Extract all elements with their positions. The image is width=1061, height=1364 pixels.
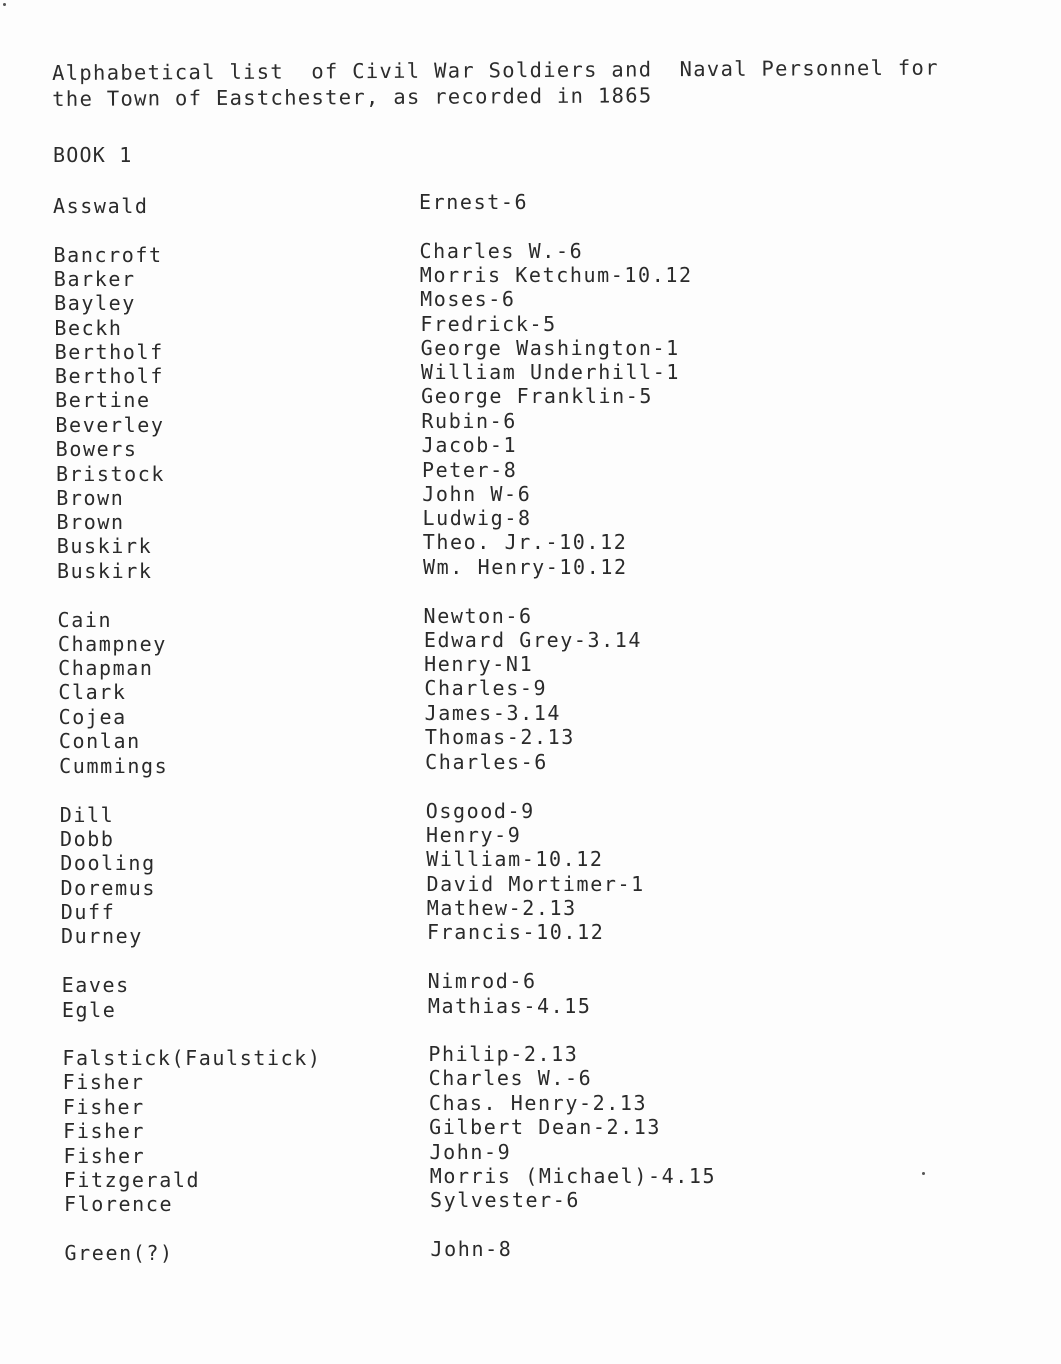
entry-surname: Duff [60, 900, 116, 924]
entry-given-name: Jacob-1 [421, 433, 518, 457]
entry-surname: Egle [61, 998, 117, 1022]
entry-given-name: William Underhill-1 [420, 360, 681, 384]
entry-given-name: John-8 [430, 1237, 513, 1261]
entry-surname: Bowers [55, 437, 138, 461]
entry-given-name: Francis-10.12 [427, 920, 605, 944]
entry-surname: Doremus [60, 876, 156, 900]
entry-given-name: Newton-6 [423, 604, 533, 628]
title-line-1: Alphabetical list of Civil War Soldiers and Naval Personnel for [52, 55, 939, 85]
entry-given-name: Mathew-2.13 [426, 896, 577, 920]
entry-given-name: Ernest-6 [419, 190, 529, 214]
entry-surname: Cojea [58, 705, 127, 729]
document-title [52, 54, 1012, 112]
entry-surname: Clark [58, 680, 127, 704]
entry-given-name: Theo. Jr.-10.12 [422, 530, 628, 554]
entry-surname: Fisher [62, 1095, 145, 1119]
entry-surname: Bancroft [53, 243, 163, 267]
entry-surname: Buskirk [56, 534, 153, 558]
title-line-2: the Town of Eastchester, as recorded in 1865 [52, 83, 653, 111]
entry-given-name: Nimrod-6 [427, 969, 537, 993]
scan-speck [3, 3, 6, 6]
entry-given-name: Chas. Henry-2.13 [428, 1091, 648, 1115]
entry-given-name: Thomas-2.13 [424, 725, 575, 749]
entry-surname: Eaves [61, 973, 130, 997]
entry-given-name: John-9 [429, 1140, 512, 1164]
entry-surname: Bertine [55, 388, 151, 412]
entry-given-name: Rubin-6 [421, 409, 517, 433]
entry-surname: Barker [53, 267, 136, 291]
entry-given-name: Fredrick-5 [420, 312, 557, 336]
entry-given-name: Morris (Michael)-4.15 [429, 1164, 717, 1188]
entry-given-name: Charles W.-6 [419, 239, 584, 263]
entry-given-name: Charles W.-6 [428, 1066, 593, 1090]
entry-surname: Florence [63, 1192, 174, 1216]
entry-given-name: Edward Grey-3.14 [423, 628, 643, 652]
entry-surname: Chapman [58, 656, 154, 680]
entry-given-name: Peter-8 [421, 458, 518, 482]
entry-given-name: Henry-9 [425, 823, 522, 847]
entry-surname: Dooling [60, 851, 156, 875]
entry-surname: Fisher [63, 1119, 146, 1143]
entry-surname: Brown [56, 486, 125, 510]
entry-surname: Conlan [58, 729, 141, 753]
entry-given-name: Ludwig-8 [422, 506, 532, 530]
entry-given-name: Gilbert Dean-2.13 [429, 1115, 662, 1139]
entry-surname: Bertholf [54, 364, 164, 388]
entry-given-name: Moses-6 [420, 287, 516, 311]
entry-given-name: James-3.14 [424, 701, 562, 725]
entry-surname: Dobb [59, 827, 115, 851]
entry-surname: Falstick(Faulstick) [62, 1046, 322, 1070]
entry-surname: Green(?) [64, 1241, 174, 1265]
entry-surname: Dill [59, 803, 115, 827]
book-label: BOOK 1 [53, 143, 133, 167]
entry-given-name: Philip-2.13 [428, 1042, 579, 1066]
entry-given-name: Mathias-4.15 [427, 994, 592, 1018]
entry-surname: Bertholf [54, 340, 164, 364]
entry-surname: Asswald [53, 194, 149, 218]
entry-surname: Cummings [59, 754, 169, 778]
entry-given-name: Charles-6 [425, 750, 548, 774]
entry-given-name: Henry-N1 [424, 652, 534, 676]
entry-given-name: George Washington-1 [420, 336, 680, 360]
entry-surname: Fitzgerald [63, 1168, 201, 1192]
entry-given-name: David Mortimer-1 [426, 872, 645, 896]
scan-speck [922, 1172, 925, 1175]
entry-given-name: Charles-9 [424, 676, 548, 700]
entry-given-name: Osgood-9 [425, 799, 535, 823]
entry-given-name: Morris Ketchum-10.12 [419, 263, 693, 287]
entry-given-name: Wm. Henry-10.12 [423, 555, 628, 579]
entry-surname: Fisher [63, 1144, 146, 1168]
entry-surname: Beverley [55, 413, 165, 437]
entry-given-name: John W-6 [422, 482, 532, 506]
entry-surname: Cain [57, 608, 113, 632]
entry-surname: Bristock [55, 462, 166, 486]
entry-surname: Brown [56, 510, 125, 534]
entry-surname: Fisher [62, 1070, 145, 1094]
entry-surname: Durney [61, 924, 143, 948]
entry-surname: Beckh [54, 316, 123, 340]
entry-surname: Buskirk [57, 559, 153, 583]
entry-surname: Champney [57, 632, 167, 656]
entry-given-name: William-10.12 [426, 847, 604, 871]
entry-surname: Bayley [54, 291, 136, 315]
entry-given-name: George Franklin-5 [421, 384, 654, 408]
entry-given-name: Sylvester-6 [429, 1188, 581, 1212]
